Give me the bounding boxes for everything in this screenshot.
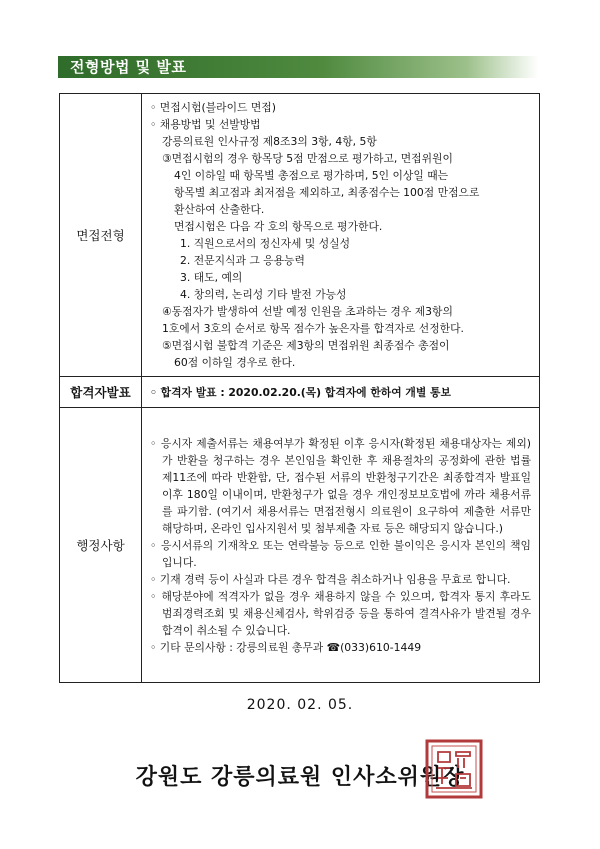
interview-line: 1. 직원으로서의 정신자세 및 성실성 bbox=[180, 237, 351, 250]
official-seal-stamp bbox=[424, 738, 484, 800]
section-title: 전형방법 및 발표 bbox=[70, 58, 187, 76]
interview-label: 면접전형 bbox=[60, 94, 142, 377]
admin-row bbox=[60, 408, 540, 683]
interview-line: 2. 전문지식과 그 응용능력 bbox=[180, 254, 305, 267]
interview-line: 강릉의료원 인사규정 제8조3의 3항, 4항, 5항 bbox=[162, 135, 377, 148]
announcement-row bbox=[60, 377, 540, 408]
admin-label: 행정사항 bbox=[60, 408, 142, 683]
admin-item: ◦ 기재 경력 등이 사실과 다른 경우 합격을 취소하거나 임용을 무효로 합니다. bbox=[150, 572, 511, 586]
selection-table bbox=[59, 93, 540, 683]
admin-item: ◦ 기타 문의사항 : 강릉의료원 총무과 ☎(033)610-1449 bbox=[150, 640, 422, 654]
interview-line: 항목별 최고점과 최저점을 제외하고, 최종점수는 100점 만점으로 bbox=[174, 186, 480, 199]
interview-line: 1호에서 3호의 순서로 항목 점수가 높은자를 합격자로 선정한다. bbox=[162, 322, 464, 335]
admin-content bbox=[142, 408, 540, 683]
interview-line: 60점 이하일 경우로 한다. bbox=[174, 356, 296, 369]
announcement-label: 합격자발표 bbox=[60, 377, 142, 408]
interview-line: ◦ 채용방법 및 선발방법 bbox=[150, 118, 261, 131]
interview-line: 4. 창의력, 논리성 기타 발전 가능성 bbox=[180, 288, 347, 301]
announcement-content: ◦ 합격자 발표 : 2020.02.20.(목) 합격자에 한하여 개별 통보 bbox=[142, 377, 540, 408]
admin-item: ◦ 응시자 제출서류는 채용여부가 확정된 이후 응시자(확정된 채용대상자는 제외)가 반환을 청구하는 경우 본인임을 확인한 후 채용절차의 공정화에 관한 법률 제11조에 따라 반환함, 단, 접수된 서류의 반환청구기간은 최종합격자 발표일 이후 180일 이내이며, 반환청구가 없을 경우 개인정보보호법에 까라 채용서류를 파기함. (여기서 채용서류는 면접전형시 의료원이 요구하여 제출한 서류만 해당하며, 온라인 입사지원서 및 첨부제출 자료 등은 해당되지 않습니다.) bbox=[150, 436, 531, 535]
interview-line: 3. 태도, 예의 bbox=[180, 271, 243, 284]
interview-line: 4인 이하일 때 항목별 총점으로 평가하며, 5인 이상일 때는 bbox=[174, 169, 449, 182]
admin-item: ◦ 해당분야에 적격자가 없을 경우 채용하지 않을 수 있으며, 합격자 통지 후라도 범죄경력조회 및 채용신체검사, 학위검증 등을 통하여 결격사유가 발견될 경우 합격이 취소될 수 있습니다. bbox=[150, 589, 531, 637]
interview-line: ④동점자가 발생하여 선발 예정 인원을 초과하는 경우 제3항의 bbox=[162, 305, 453, 318]
signatory: 강원도 강릉의료원 인사소위원장 bbox=[135, 765, 465, 790]
document-date: 2020. 02. 05. bbox=[246, 697, 354, 713]
interview-line: 면접시험은 다음 각 호의 항목으로 평가한다. bbox=[174, 220, 383, 233]
interview-line: 환산하여 산출한다. bbox=[174, 203, 265, 216]
interview-line: ◦ 면접시험(블라이드 면접) bbox=[150, 101, 276, 114]
interview-line: ③면접시험의 경우 항목당 5점 만점으로 평가하고, 면접위원이 bbox=[162, 152, 453, 165]
admin-item: ◦ 응시서류의 기재착오 또는 연락불능 등으로 인한 불이익은 응시자 본인의 책임입니다. bbox=[150, 538, 531, 569]
interview-row bbox=[60, 94, 540, 377]
interview-content bbox=[142, 94, 540, 377]
interview-line: ⑤면접시험 불합격 기준은 제3항의 면접위원 최종점수 총점이 bbox=[162, 339, 450, 352]
